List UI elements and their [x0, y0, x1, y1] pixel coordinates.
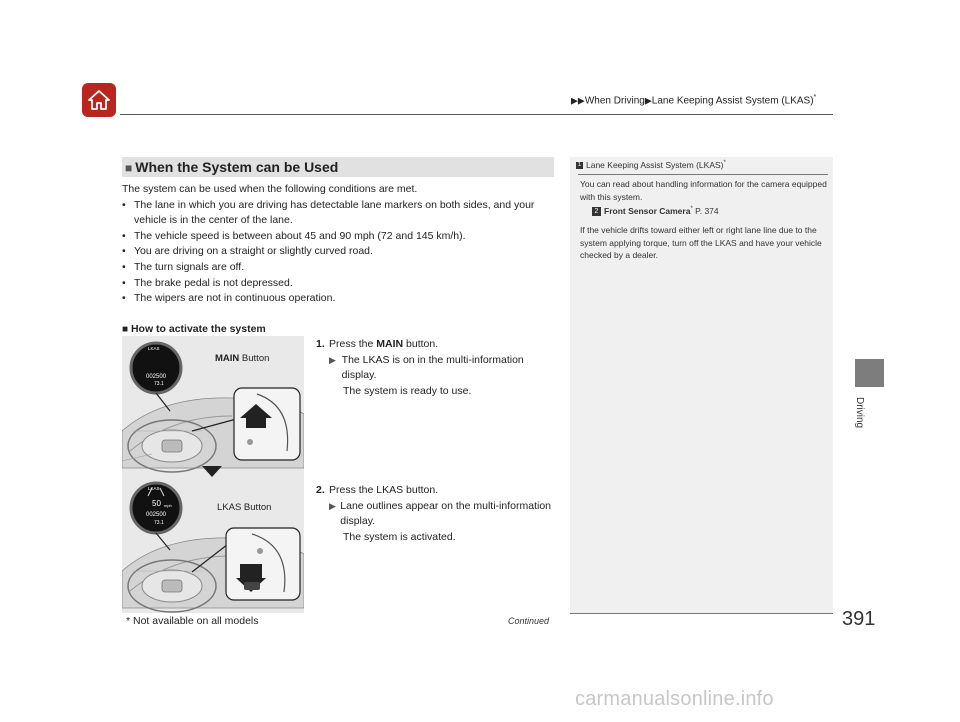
step-result: Lane outlines appear on the multi-information display.: [340, 499, 551, 528]
footnote: * Not available on all models: [126, 615, 259, 627]
home-button[interactable]: [82, 83, 116, 117]
list-item: • You are driving on a straight or slightly curved road.: [122, 245, 373, 258]
watermark: carmanualsonline.info: [575, 688, 774, 710]
intro-text: The system can be used when the following conditions are met.: [122, 183, 418, 195]
note-title: 1 Lane Keeping Assist System (LKAS)*: [577, 160, 726, 170]
step-2: 2. Press the LKAS button. ▶ Lane outlines appear on the multi-information display. The system is activated.: [316, 483, 556, 545]
lkas-button-callout: LKAS Button: [217, 502, 272, 513]
gauge-trip-1: 73.1: [154, 381, 164, 387]
conditions-list: [122, 198, 562, 307]
list-item: • The turn signals are off.: [122, 260, 245, 273]
note-rule: [578, 174, 828, 175]
section-marker: ■: [125, 161, 133, 175]
header-rule: [120, 114, 833, 115]
step-1: 1. Press the MAIN button. ▶ The LKAS is on in the multi-information display. The system is ready to use.: [316, 337, 556, 399]
list-item: • The wipers are not in continuous operation.: [122, 292, 336, 305]
section-body: [122, 182, 562, 307]
gauge-unit-2: mph: [164, 503, 172, 508]
chapter-tab[interactable]: [855, 359, 884, 387]
gauge-label-1: LKAS: [148, 346, 160, 351]
list-item: • The brake pedal is not depressed.: [122, 276, 293, 289]
gauge-odometer-1: 002500: [146, 374, 167, 380]
result-arrow-icon: ▶: [329, 354, 336, 365]
note-paragraph-2: If the vehicle drifts toward either left or right lane line due to the system applying torque, turn off the LKAS and have your vehicle checked by a dealer.: [580, 225, 822, 261]
chapter-label: Driving: [854, 397, 865, 429]
step-followup: The system is ready to use.: [343, 384, 472, 397]
note-bottom-rule: [570, 613, 833, 614]
section-title: When the System can be Used: [135, 159, 339, 175]
gauge-odometer-2: 002500: [146, 512, 167, 518]
continued-label: Continued: [508, 616, 550, 626]
xref-link[interactable]: 2 Front Sensor Camera* P. 374: [580, 206, 719, 216]
dashboard-top: [122, 343, 304, 472]
note-paragraph-1: You can read about handling information for the camera equipped with this system. 2 Front Sensor Camera* P. 374: [580, 179, 827, 216]
breadcrumb-link-when-driving[interactable]: When Driving: [584, 95, 645, 107]
step-arrow-down: [202, 466, 222, 477]
step-result: The LKAS is on in the multi-information display.: [341, 353, 524, 382]
xref-icon: 2: [592, 207, 601, 216]
step-followup: The system is activated.: [343, 530, 456, 543]
breadcrumb-arrow: ▶: [644, 95, 652, 106]
page-number: 391: [842, 608, 876, 630]
home-icon: [87, 89, 111, 111]
breadcrumb-arrows: ▶▶: [571, 95, 585, 106]
subsection-heading: [122, 323, 266, 335]
breadcrumb: [571, 94, 816, 106]
dashboard-bottom: [122, 483, 304, 612]
gauge-speed-2: 50: [152, 499, 161, 508]
note-body: [580, 178, 828, 269]
result-arrow-icon: ▶: [329, 500, 336, 511]
breadcrumb-asterisk: *: [813, 94, 817, 101]
main-button-callout: MAIN Button: [215, 353, 270, 364]
list-item: • The lane in which you are driving has detectable lane markers on both sides, and your vehicle is in the center of the lane.: [122, 198, 535, 227]
section-heading: [122, 157, 554, 177]
note-marker-icon: 1: [577, 162, 582, 169]
gauge-label-2: LKAS: [148, 486, 160, 491]
activation-figure: [122, 336, 304, 613]
gauge-trip-2: 73.1: [154, 520, 164, 526]
list-item: • The vehicle speed is between about 45 and 90 mph (72 and 145 km/h).: [122, 229, 466, 242]
subsection-marker: ■: [122, 324, 129, 335]
breadcrumb-current: Lane Keeping Assist System (LKAS): [651, 95, 814, 107]
subsection-title: How to activate the system: [130, 323, 266, 335]
